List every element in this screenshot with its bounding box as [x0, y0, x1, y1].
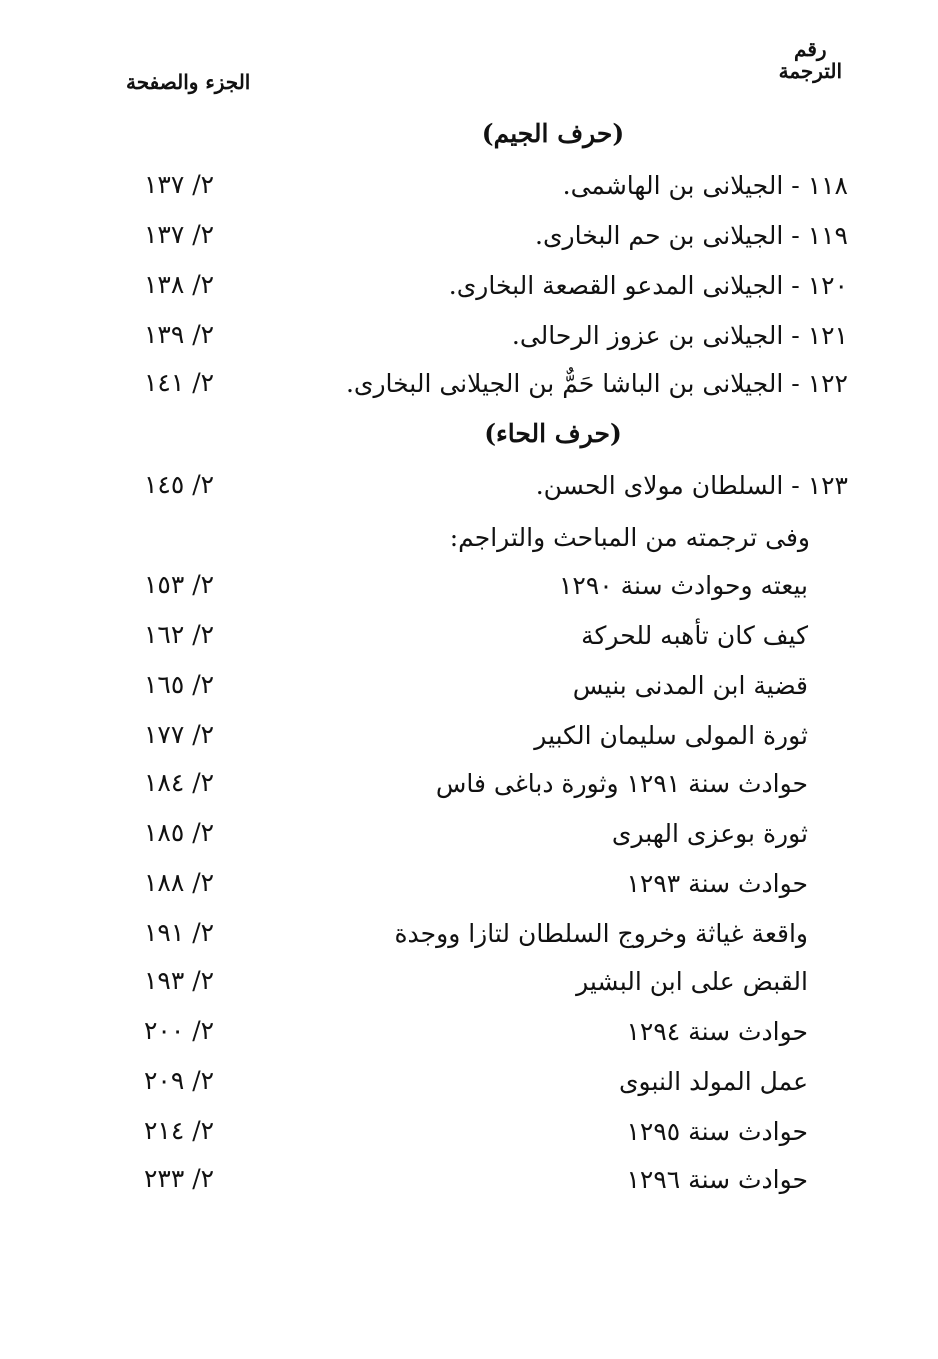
entry-volume-page: ٢/ ١٣٧ — [144, 170, 215, 199]
volume-page-header: الجزء والصفحة — [126, 70, 251, 94]
translation-number-header-line1: رقم — [794, 37, 827, 61]
section-heading-ha — [0, 418, 938, 450]
subtopic-volume-page: ٢/ ١٥٣ — [144, 570, 215, 599]
subtopic-title: حوادث سنة ١٢٩٥ — [626, 1117, 808, 1146]
subtopic-title: ثورة بوعزى الهبرى — [611, 819, 808, 848]
subtopic-volume-page: ٢/ ٢٠٩ — [144, 1066, 215, 1095]
section-heading-jim-text: (حرف الجيم) — [481, 119, 625, 148]
subtopic-entry — [0, 570, 938, 610]
subtopic-title: عمل المولد النبوى — [618, 1067, 808, 1096]
index-entry — [0, 368, 938, 408]
entry-title: ١٢١ - الجيلانى بن عزوز الرحالى. — [511, 321, 848, 350]
translation-number-header-line2: الترجمة — [778, 59, 842, 83]
subtopic-volume-page: ٢/ ١٧٧ — [144, 720, 215, 749]
subtopic-title: حوادث سنة ١٢٩٤ — [626, 1017, 808, 1046]
subtopic-entry — [0, 1016, 938, 1056]
subtopic-volume-page: ٢/ ١٩١ — [144, 918, 215, 947]
entry-volume-page: ٢/ ١٤٥ — [144, 470, 215, 499]
subtopic-title: بيعته وحوادث سنة ١٢٩٠ — [558, 571, 808, 600]
subtopic-volume-page: ٢/ ١٨٤ — [144, 768, 215, 797]
subtopic-entry — [0, 966, 938, 1006]
index-entry — [0, 170, 938, 210]
subtopic-title: القبض على ابن البشير — [576, 967, 808, 996]
subtopic-volume-page: ٢/ ١٦٢ — [144, 620, 215, 649]
entry-volume-page: ٢/ ١٣٩ — [144, 320, 215, 349]
subtopic-entry — [0, 918, 938, 958]
subtopic-entry — [0, 868, 938, 908]
entry-title: ١٢٢ - الجيلانى بن الباشا حَمٌّ بن الجيلانى البخارى. — [345, 369, 848, 398]
subtopic-volume-page: ٢/ ٢١٤ — [144, 1116, 215, 1145]
section-heading-jim — [0, 118, 938, 150]
subtopic-title: قضية ابن المدنى بنيس — [572, 671, 808, 700]
translation-number-header — [779, 38, 842, 82]
subtopic-title: حوادث سنة ١٢٩٣ — [626, 869, 808, 898]
subtopic-volume-page: ٢/ ١٦٥ — [144, 670, 215, 699]
subtopic-title: حوادث سنة ١٢٩١ وثورة دباغى فاس — [435, 769, 808, 798]
subtopic-entry — [0, 1164, 938, 1204]
entry-volume-page: ٢/ ١٣٨ — [144, 270, 215, 299]
subtopic-entry — [0, 670, 938, 710]
subtopics-intro: وفى ترجمته من المباحث والتراجم: — [449, 523, 810, 552]
section-heading-ha-text: (حرف الحاء) — [484, 419, 622, 448]
subtopic-entry — [0, 768, 938, 808]
entry-volume-page: ٢/ ١٣٧ — [144, 220, 215, 249]
entry-title: ١١٨ - الجيلانى بن الهاشمى. — [562, 171, 848, 200]
index-entry — [0, 270, 938, 310]
subtopic-entry — [0, 720, 938, 760]
subtopic-title: حوادث سنة ١٢٩٦ — [626, 1165, 808, 1194]
entry-title: ١٢٠ - الجيلانى المدعو القصعة البخارى. — [448, 271, 848, 300]
index-entry — [0, 320, 938, 360]
subtopic-title: واقعة غياثة وخروج السلطان لتازا ووجدة — [394, 919, 808, 948]
index-entry — [0, 470, 938, 510]
subtopic-entry — [0, 620, 938, 660]
subtopic-entry — [0, 818, 938, 858]
subtopic-title: ثورة المولى سليمان الكبير — [534, 721, 808, 750]
entry-title: ١١٩ - الجيلانى بن حم البخارى. — [535, 221, 848, 250]
subtopic-volume-page: ٢/ ١٨٥ — [144, 818, 215, 847]
subtopic-volume-page: ٢/ ١٨٨ — [144, 868, 215, 897]
subtopic-entry — [0, 1066, 938, 1106]
entry-title: ١٢٣ - السلطان مولاى الحسن. — [535, 471, 848, 500]
entry-volume-page: ٢/ ١٤١ — [144, 368, 215, 397]
subtopic-volume-page: ٢/ ٢٣٣ — [144, 1164, 215, 1193]
subtopic-volume-page: ٢/ ١٩٣ — [144, 966, 215, 995]
index-entry — [0, 220, 938, 260]
subtopic-volume-page: ٢/ ٢٠٠ — [144, 1016, 215, 1045]
subtopic-title: كيف كان تأهبه للحركة — [581, 621, 808, 650]
subtopic-entry — [0, 1116, 938, 1156]
